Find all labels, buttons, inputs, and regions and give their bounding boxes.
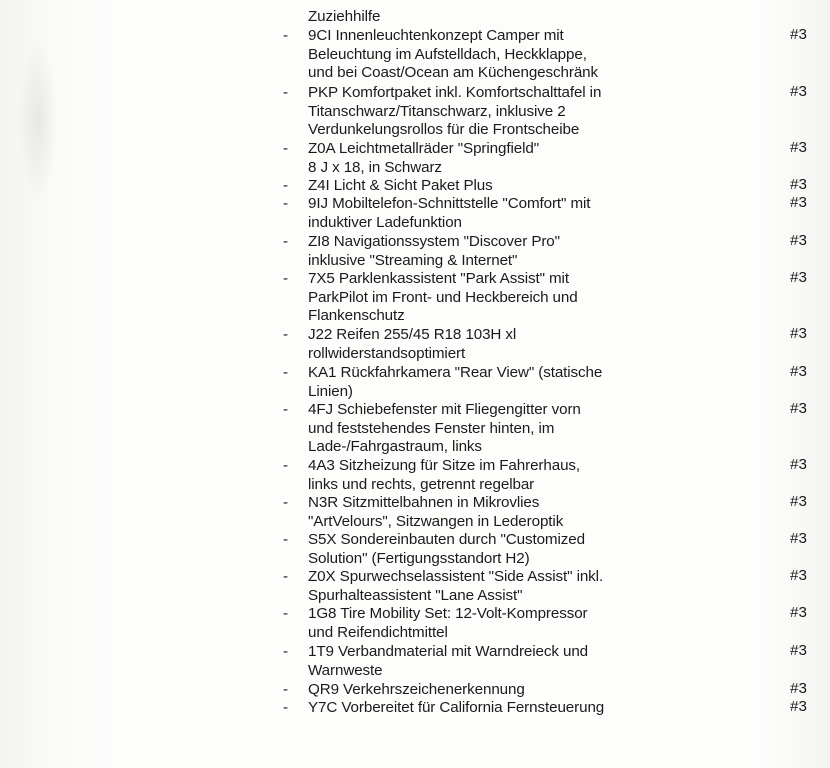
item-line: Lade-/Fahrgastraum, links	[308, 438, 482, 456]
item-text	[308, 494, 563, 531]
list-dash: -	[283, 326, 289, 343]
item-line: und Reifendichtmittel	[308, 623, 448, 641]
item-text	[308, 531, 585, 568]
item-text	[308, 27, 598, 83]
item-code: #3	[790, 139, 807, 156]
item-code: #3	[790, 269, 807, 286]
item-line: Beleuchtung im Aufstelldach, Heckklappe,	[308, 45, 587, 63]
item-line: QR9 Verkehrszeichenerkennung	[308, 681, 525, 698]
item-line: 9CI Innenleuchtenkonzept Camper mit	[308, 27, 564, 44]
continuation-line: Zuziehhilfe	[308, 8, 381, 25]
item-code: #3	[790, 400, 807, 417]
list-dash: -	[283, 233, 289, 250]
item-line: 4A3 Sitzheizung für Sitze im Fahrerhaus,	[308, 457, 581, 474]
list-dash: -	[283, 494, 289, 511]
item-code: #3	[790, 680, 807, 697]
list-dash: -	[283, 605, 289, 622]
item-text	[308, 270, 578, 326]
item-line: 8 J x 18, in Schwarz	[308, 158, 442, 176]
item-text	[308, 605, 588, 642]
item-code: #3	[790, 642, 807, 659]
item-code: #3	[790, 194, 807, 211]
item-line: PKP Komfortpaket inkl. Komfortschalttafel in	[308, 84, 602, 101]
item-code: #3	[790, 698, 807, 715]
item-line: N3R Sitzmittelbahnen in Mikrovlies	[308, 494, 540, 511]
item-text	[308, 195, 590, 232]
list-dash: -	[283, 643, 289, 660]
item-text	[308, 401, 581, 457]
item-line: Flankenschutz	[308, 307, 405, 325]
item-text	[308, 699, 604, 718]
list-dash: -	[283, 140, 289, 157]
item-line: 4FJ Schiebefenster mit Fliegengitter vorn	[308, 401, 581, 418]
item-code: #3	[790, 83, 807, 100]
item-line: Solution" (Fertigungsstandort H2)	[308, 549, 530, 567]
item-text	[308, 457, 580, 494]
item-line: Warnweste	[308, 661, 383, 679]
list-dash: -	[283, 699, 289, 716]
item-line: Y7C Vorbereitet für California Fernsteuerung	[308, 699, 605, 716]
item-code: #3	[790, 232, 807, 249]
item-text	[308, 568, 603, 605]
list-dash: -	[283, 84, 289, 101]
item-line: ParkPilot im Front- und Heckbereich und	[308, 288, 578, 306]
item-code: #3	[790, 567, 807, 584]
item-code: #3	[790, 604, 807, 621]
item-text	[308, 326, 516, 363]
item-line: KA1 Rückfahrkamera "Rear View" (statische	[308, 364, 603, 381]
list-dash: -	[283, 531, 289, 548]
item-text	[308, 681, 525, 700]
item-code: #3	[790, 26, 807, 43]
item-line: J22 Reifen 255/45 R18 103H xl	[308, 326, 517, 343]
item-code: #3	[790, 530, 807, 547]
list-dash: -	[283, 195, 289, 212]
item-line: rollwiderstandsoptimiert	[308, 344, 466, 362]
item-line: induktiver Ladefunktion	[308, 213, 462, 231]
item-text	[308, 140, 539, 177]
item-line: Z0A Leichtmetallräder "Springfield"	[308, 140, 539, 157]
item-line: Linien)	[308, 382, 353, 400]
item-line: Spurhalteassistent "Lane Assist"	[308, 586, 523, 604]
item-line: und bei Coast/Ocean am Küchengeschränk	[308, 64, 599, 82]
item-line: 9IJ Mobiltelefon-Schnittstelle "Comfort" mit	[308, 195, 591, 212]
item-code: #3	[790, 325, 807, 342]
list-dash: -	[283, 270, 289, 287]
item-text	[308, 177, 493, 196]
item-code: #3	[790, 176, 807, 193]
list-dash: -	[283, 681, 289, 698]
item-line: "ArtVelours", Sitzwangen in Lederoptik	[308, 512, 564, 530]
item-code: #3	[790, 363, 807, 380]
item-text	[308, 84, 601, 140]
item-line: S5X Sondereinbauten durch "Customized	[308, 531, 585, 548]
item-line: und feststehendes Fenster hinten, im	[308, 419, 555, 437]
item-line: inklusive "Streaming & Internet"	[308, 251, 518, 269]
list-dash: -	[283, 364, 289, 381]
item-line: 1T9 Verbandmaterial mit Warndreieck und	[308, 643, 589, 660]
list-dash: -	[283, 401, 289, 418]
item-text	[308, 643, 588, 680]
list-dash: -	[283, 457, 289, 474]
item-line: 1G8 Tire Mobility Set: 12-Volt-Kompressor	[308, 605, 588, 622]
item-text	[308, 233, 560, 270]
item-text	[308, 364, 602, 401]
list-dash: -	[283, 27, 289, 44]
item-line: links und rechts, getrennt regelbar	[308, 475, 535, 493]
item-code: #3	[790, 456, 807, 473]
item-line: 7X5 Parklenkassistent "Park Assist" mit	[308, 270, 569, 287]
item-line: Z4I Licht & Sicht Paket Plus	[308, 177, 493, 194]
list-dash: -	[283, 568, 289, 585]
list-dash: -	[283, 177, 289, 194]
scan-shadow	[18, 40, 58, 200]
item-line: ZI8 Navigationssystem "Discover Pro"	[308, 233, 560, 250]
item-line: Titanschwarz/Titanschwarz, inklusive 2	[308, 102, 566, 120]
item-code: #3	[790, 493, 807, 510]
item-line: Verdunkelungsrollos für die Frontscheibe	[308, 121, 580, 139]
item-line: Z0X Spurwechselassistent "Side Assist" inkl.	[308, 568, 604, 585]
